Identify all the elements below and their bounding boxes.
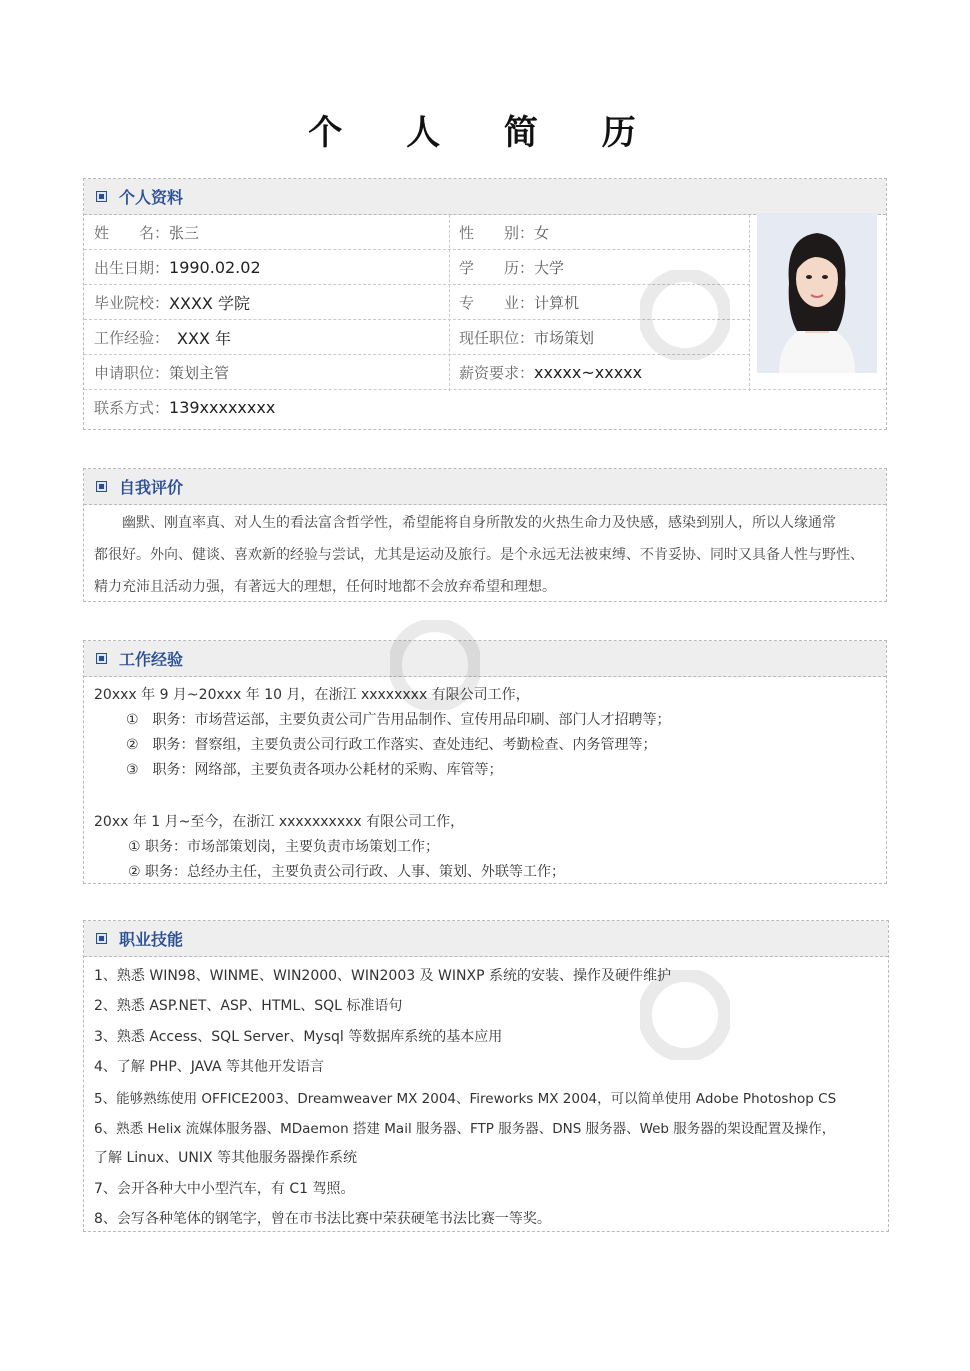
salary-value: xxxxx~xxxxx xyxy=(534,363,643,382)
self-eval-line-1: 幽默、刚直率真、对人生的看法富含哲学性，希望能将自身所散发的火热生命力及快感，感染到别人，所以人缘通常 xyxy=(94,515,836,531)
skills-section xyxy=(83,920,889,1232)
contact-label: 联系方式： xyxy=(94,399,170,417)
school-value: XXXX 学院 xyxy=(169,294,250,313)
portrait-photo xyxy=(757,213,877,373)
name-label: 姓 名： xyxy=(94,224,170,242)
skill-item-6-cont: 了解 Linux、UNIX 等其他服务器操作系统 xyxy=(94,1150,358,1166)
self-eval-text xyxy=(94,507,864,603)
section-marker-icon xyxy=(96,481,107,492)
page-title: 个 人 简 历 xyxy=(308,113,662,153)
job-1-title: 20xxx 年 9 月~20xxx 年 10 月，在浙江 xxxxxxxx 有限公司工作， xyxy=(94,687,530,703)
job-1-duty-3: ③ 职务：网络部，主要负责各项办公耗材的采购、库管等； xyxy=(126,762,503,778)
skill-item-4: 4、了解 PHP、JAVA 等其他开发语言 xyxy=(94,1059,325,1075)
experience-label: 工作经验： xyxy=(94,329,170,347)
work-section xyxy=(83,640,887,884)
skills-header xyxy=(84,921,888,957)
major-value: 计算机 xyxy=(534,294,580,312)
skill-item-8: 8、会写各种笔体的钢笔字，曾在市书法比赛中荣获硬笔书法比赛一等奖。 xyxy=(94,1211,551,1227)
work-header xyxy=(84,641,886,677)
profile-row-2 xyxy=(84,250,750,285)
profile-row-5 xyxy=(84,355,886,390)
job-2-title: 20xx 年 1 月~至今，在浙江 xxxxxxxxxx 有限公司工作， xyxy=(94,814,465,830)
section-marker-icon xyxy=(96,933,107,944)
education-label: 学 历： xyxy=(459,259,535,277)
skill-item-1: 1、熟悉 WIN98、WINME、WIN2000、WIN2003 及 WINXP 系统的安装、操作及硬件维护 xyxy=(94,968,671,984)
experience-value: XXX 年 xyxy=(177,329,231,348)
gender-value: 女 xyxy=(534,224,550,242)
school-label: 毕业院校： xyxy=(94,294,170,312)
skill-item-3: 3、熟悉 Access、SQL Server、Mysql 等数据库系统的基本应用 xyxy=(94,1029,503,1045)
profile-row-3 xyxy=(84,285,750,320)
self-eval-line-2: 都很好。外向、健谈、喜欢新的经验与尝试，尤其是运动及旅行。是个永远无法被束缚、不肯妥协、同时又具备人性与野性、 xyxy=(94,547,864,563)
profile-row-4 xyxy=(84,320,750,355)
skill-item-5: 5、能够熟练使用 OFFICE2003、Dreamweaver MX 2004、Fireworks MX 2004，可以简单使用 Adobe Photoshop CS xyxy=(94,1091,837,1107)
apply-label: 申请职位： xyxy=(94,364,170,382)
job-2-duty-1: ① 职务：市场部策划岗，主要负责市场策划工作； xyxy=(128,839,439,855)
profile-section-header xyxy=(84,179,886,215)
job-1-duty-2: ② 职务：督察组，主要负责公司行政工作落实、查处违纪、考勤检查、内务管理等； xyxy=(126,737,657,753)
portrait-illustration xyxy=(757,213,877,373)
major-label: 专 业： xyxy=(459,294,535,312)
position-value: 市场策划 xyxy=(534,329,595,347)
job-2-duty-2: ② 职务：总经办主任，主要负责公司行政、人事、策划、外联等工作； xyxy=(128,864,565,880)
skills-title: 职业技能 xyxy=(119,930,184,949)
section-marker-icon xyxy=(96,653,107,664)
work-title: 工作经验 xyxy=(119,650,184,669)
self-eval-title: 自我评价 xyxy=(119,478,184,497)
apply-value: 策划主管 xyxy=(169,364,230,382)
skill-item-2: 2、熟悉 ASP.NET、ASP、HTML、SQL 标准语句 xyxy=(94,998,403,1014)
profile-row-1 xyxy=(84,215,750,250)
salary-label: 薪资要求： xyxy=(459,364,535,382)
section-marker-icon xyxy=(96,191,107,202)
skill-item-6: 6、熟悉 Helix 流媒体服务器、MDaemon 搭建 Mail 服务器、FTP 服务器、DNS 服务器、Web 服务器的架设配置及操作， xyxy=(94,1121,836,1137)
name-value: 张三 xyxy=(169,224,200,242)
gender-label: 性 别： xyxy=(459,224,535,242)
self-eval-header xyxy=(84,469,886,505)
column-divider xyxy=(449,215,450,391)
profile-row-6 xyxy=(84,390,886,425)
self-eval-section xyxy=(83,468,887,602)
birth-value: 1990.02.02 xyxy=(169,258,261,277)
position-label: 现任职位： xyxy=(459,329,535,347)
self-eval-line-3: 精力充沛且活动力强，有著远大的理想，任何时地都不会放弃希望和理想。 xyxy=(94,579,556,595)
contact-value: 139xxxxxxxx xyxy=(169,398,276,417)
skill-item-7: 7、会开各种大中小型汽车，有 C1 驾照。 xyxy=(94,1181,355,1197)
education-value: 大学 xyxy=(534,259,565,277)
photo-divider xyxy=(749,215,750,391)
job-1-duty-1: ① 职务：市场营运部，主要负责公司广告用品制作、宣传用品印刷、部门人才招聘等； xyxy=(126,712,671,728)
birth-label: 出生日期： xyxy=(94,259,170,277)
profile-section xyxy=(83,178,887,430)
profile-section-title: 个人资料 xyxy=(119,188,184,207)
